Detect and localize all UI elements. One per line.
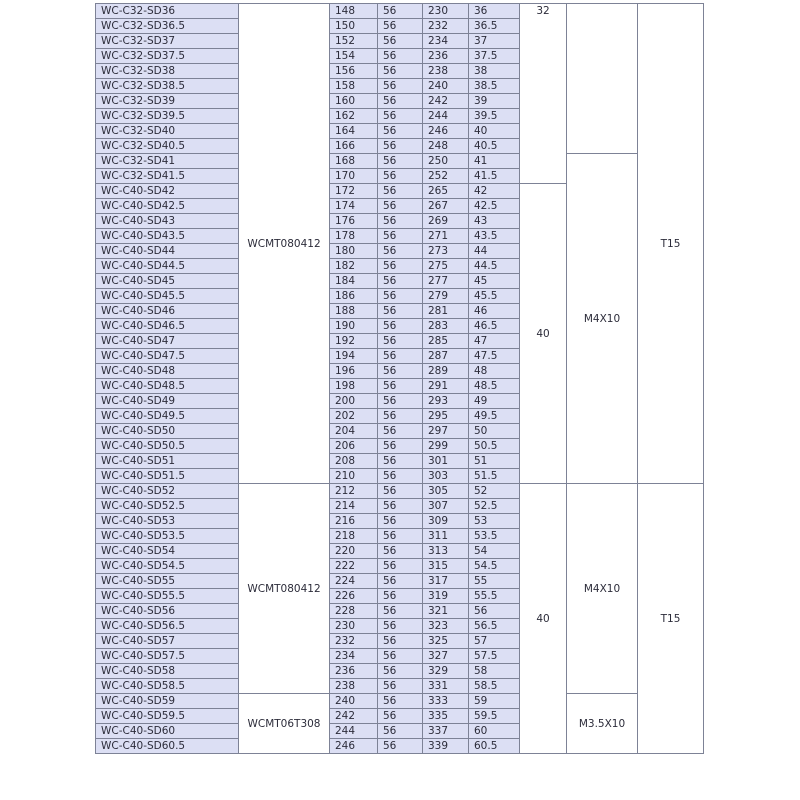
- height-cell: 56: [378, 229, 423, 244]
- total-length-cell: 325: [423, 634, 469, 649]
- length-cell: 186: [330, 289, 378, 304]
- height-cell: 56: [378, 469, 423, 484]
- height-cell: 56: [378, 634, 423, 649]
- diameter-cell: 43.5: [469, 229, 520, 244]
- model-cell: WC-C40-SD42.5: [96, 199, 239, 214]
- diameter-cell: 57: [469, 634, 520, 649]
- total-length-cell: 291: [423, 379, 469, 394]
- key-cell: T15: [638, 484, 704, 754]
- model-cell: WC-C40-SD57: [96, 634, 239, 649]
- diameter-cell: 60.5: [469, 739, 520, 754]
- total-length-cell: 252: [423, 169, 469, 184]
- model-cell: WC-C32-SD40.5: [96, 139, 239, 154]
- total-length-cell: 295: [423, 409, 469, 424]
- table-row: [96, 484, 704, 499]
- height-cell: 56: [378, 724, 423, 739]
- diameter-cell: 52.5: [469, 499, 520, 514]
- length-cell: 222: [330, 559, 378, 574]
- height-cell: 56: [378, 124, 423, 139]
- diameter-cell: 53.5: [469, 529, 520, 544]
- model-cell: WC-C40-SD59: [96, 694, 239, 709]
- height-cell: 56: [378, 559, 423, 574]
- height-cell: 56: [378, 649, 423, 664]
- table-row: [96, 154, 704, 169]
- model-cell: WC-C40-SD60: [96, 724, 239, 739]
- model-cell: WC-C40-SD47: [96, 334, 239, 349]
- length-cell: 204: [330, 424, 378, 439]
- diameter-cell: 42: [469, 184, 520, 199]
- model-cell: WC-C32-SD39.5: [96, 109, 239, 124]
- length-cell: 166: [330, 139, 378, 154]
- length-cell: 168: [330, 154, 378, 169]
- model-cell: WC-C40-SD54.5: [96, 559, 239, 574]
- height-cell: 56: [378, 349, 423, 364]
- model-cell: WC-C32-SD38: [96, 64, 239, 79]
- height-cell: 56: [378, 139, 423, 154]
- length-cell: 212: [330, 484, 378, 499]
- total-length-cell: 311: [423, 529, 469, 544]
- model-cell: WC-C40-SD52.5: [96, 499, 239, 514]
- length-cell: 178: [330, 229, 378, 244]
- total-length-cell: 267: [423, 199, 469, 214]
- diameter-cell: 49.5: [469, 409, 520, 424]
- model-cell: WC-C40-SD56.5: [96, 619, 239, 634]
- model-cell: WC-C40-SD54: [96, 544, 239, 559]
- total-length-cell: 277: [423, 274, 469, 289]
- total-length-cell: 339: [423, 739, 469, 754]
- length-cell: 224: [330, 574, 378, 589]
- diameter-cell: 55.5: [469, 589, 520, 604]
- length-cell: 196: [330, 364, 378, 379]
- model-cell: WC-C40-SD59.5: [96, 709, 239, 724]
- total-length-cell: 317: [423, 574, 469, 589]
- model-cell: WC-C32-SD38.5: [96, 79, 239, 94]
- diameter-cell: 45: [469, 274, 520, 289]
- total-length-cell: 327: [423, 649, 469, 664]
- model-cell: WC-C40-SD48: [96, 364, 239, 379]
- height-cell: 56: [378, 169, 423, 184]
- total-length-cell: 285: [423, 334, 469, 349]
- length-cell: 154: [330, 49, 378, 64]
- diameter-cell: 53: [469, 514, 520, 529]
- screw-cell: [567, 4, 638, 154]
- model-cell: WC-C40-SD60.5: [96, 739, 239, 754]
- length-cell: 152: [330, 34, 378, 49]
- height-cell: 56: [378, 619, 423, 634]
- model-cell: WC-C32-SD41.5: [96, 169, 239, 184]
- length-cell: 170: [330, 169, 378, 184]
- total-length-cell: 305: [423, 484, 469, 499]
- total-length-cell: 303: [423, 469, 469, 484]
- height-cell: 56: [378, 439, 423, 454]
- diameter-cell: 36.5: [469, 19, 520, 34]
- model-cell: WC-C40-SD56: [96, 604, 239, 619]
- diameter-cell: 51.5: [469, 469, 520, 484]
- height-cell: 56: [378, 574, 423, 589]
- model-cell: WC-C40-SD47.5: [96, 349, 239, 364]
- screw-cell: M3.5X10: [567, 694, 638, 754]
- length-cell: 150: [330, 19, 378, 34]
- diameter-cell: 59: [469, 694, 520, 709]
- height-cell: 56: [378, 259, 423, 274]
- height-cell: 56: [378, 34, 423, 49]
- diameter-cell: 49: [469, 394, 520, 409]
- model-cell: WC-C32-SD41: [96, 154, 239, 169]
- height-cell: 56: [378, 334, 423, 349]
- length-cell: 190: [330, 319, 378, 334]
- diameter-cell: 57.5: [469, 649, 520, 664]
- length-cell: 218: [330, 529, 378, 544]
- length-cell: 198: [330, 379, 378, 394]
- height-cell: 56: [378, 424, 423, 439]
- height-cell: 56: [378, 199, 423, 214]
- height-cell: 56: [378, 484, 423, 499]
- height-cell: 56: [378, 739, 423, 754]
- shank-cell: 40: [520, 484, 567, 754]
- diameter-cell: 40: [469, 124, 520, 139]
- total-length-cell: 273: [423, 244, 469, 259]
- diameter-cell: 42.5: [469, 199, 520, 214]
- total-length-cell: 299: [423, 439, 469, 454]
- model-cell: WC-C32-SD37: [96, 34, 239, 49]
- length-cell: 148: [330, 4, 378, 19]
- diameter-cell: 52: [469, 484, 520, 499]
- model-cell: WC-C40-SD43.5: [96, 229, 239, 244]
- height-cell: 56: [378, 19, 423, 34]
- height-cell: 56: [378, 709, 423, 724]
- height-cell: 56: [378, 454, 423, 469]
- total-length-cell: 319: [423, 589, 469, 604]
- total-length-cell: 250: [423, 154, 469, 169]
- height-cell: 56: [378, 109, 423, 124]
- length-cell: 182: [330, 259, 378, 274]
- model-cell: WC-C40-SD52: [96, 484, 239, 499]
- total-length-cell: 246: [423, 124, 469, 139]
- length-cell: 240: [330, 694, 378, 709]
- diameter-cell: 54: [469, 544, 520, 559]
- height-cell: 56: [378, 154, 423, 169]
- diameter-cell: 58.5: [469, 679, 520, 694]
- height-cell: 56: [378, 214, 423, 229]
- height-cell: 56: [378, 514, 423, 529]
- height-cell: 56: [378, 409, 423, 424]
- height-cell: 56: [378, 544, 423, 559]
- total-length-cell: 244: [423, 109, 469, 124]
- model-cell: WC-C40-SD51.5: [96, 469, 239, 484]
- insert-cell: WCMT080412: [239, 4, 330, 484]
- total-length-cell: 238: [423, 64, 469, 79]
- model-cell: WC-C40-SD58: [96, 664, 239, 679]
- diameter-cell: 60: [469, 724, 520, 739]
- diameter-cell: 56: [469, 604, 520, 619]
- length-cell: 200: [330, 394, 378, 409]
- length-cell: 214: [330, 499, 378, 514]
- height-cell: 56: [378, 664, 423, 679]
- screw-cell: M4X10: [567, 484, 638, 694]
- shank-cell: 40: [520, 184, 567, 484]
- length-cell: 230: [330, 619, 378, 634]
- length-cell: 160: [330, 94, 378, 109]
- length-cell: 156: [330, 64, 378, 79]
- total-length-cell: 333: [423, 694, 469, 709]
- model-cell: WC-C32-SD36: [96, 4, 239, 19]
- length-cell: 220: [330, 544, 378, 559]
- height-cell: 56: [378, 679, 423, 694]
- height-cell: 56: [378, 289, 423, 304]
- length-cell: 184: [330, 274, 378, 289]
- height-cell: 56: [378, 64, 423, 79]
- model-cell: WC-C40-SD53.5: [96, 529, 239, 544]
- total-length-cell: 331: [423, 679, 469, 694]
- diameter-cell: 37: [469, 34, 520, 49]
- diameter-cell: 40.5: [469, 139, 520, 154]
- total-length-cell: 232: [423, 19, 469, 34]
- diameter-cell: 51: [469, 454, 520, 469]
- diameter-cell: 50.5: [469, 439, 520, 454]
- total-length-cell: 240: [423, 79, 469, 94]
- length-cell: 194: [330, 349, 378, 364]
- diameter-cell: 38: [469, 64, 520, 79]
- total-length-cell: 307: [423, 499, 469, 514]
- total-length-cell: 323: [423, 619, 469, 634]
- length-cell: 174: [330, 199, 378, 214]
- model-cell: WC-C40-SD51: [96, 454, 239, 469]
- model-cell: WC-C32-SD39: [96, 94, 239, 109]
- length-cell: 236: [330, 664, 378, 679]
- model-cell: WC-C40-SD57.5: [96, 649, 239, 664]
- height-cell: 56: [378, 379, 423, 394]
- diameter-cell: 47.5: [469, 349, 520, 364]
- length-cell: 228: [330, 604, 378, 619]
- spec-table: [95, 3, 704, 754]
- model-cell: WC-C40-SD58.5: [96, 679, 239, 694]
- diameter-cell: 48.5: [469, 379, 520, 394]
- length-cell: 234: [330, 649, 378, 664]
- length-cell: 210: [330, 469, 378, 484]
- diameter-cell: 55: [469, 574, 520, 589]
- table-row: [96, 694, 704, 709]
- diameter-cell: 41: [469, 154, 520, 169]
- diameter-cell: 44: [469, 244, 520, 259]
- total-length-cell: 275: [423, 259, 469, 274]
- model-cell: WC-C32-SD37.5: [96, 49, 239, 64]
- total-length-cell: 329: [423, 664, 469, 679]
- model-cell: WC-C40-SD49.5: [96, 409, 239, 424]
- height-cell: 56: [378, 694, 423, 709]
- model-cell: WC-C40-SD43: [96, 214, 239, 229]
- height-cell: 56: [378, 319, 423, 334]
- total-length-cell: 315: [423, 559, 469, 574]
- length-cell: 206: [330, 439, 378, 454]
- height-cell: 56: [378, 304, 423, 319]
- total-length-cell: 289: [423, 364, 469, 379]
- height-cell: 56: [378, 184, 423, 199]
- total-length-cell: 293: [423, 394, 469, 409]
- screw-cell: M4X10: [567, 154, 638, 484]
- height-cell: 56: [378, 499, 423, 514]
- height-cell: 56: [378, 364, 423, 379]
- total-length-cell: 242: [423, 94, 469, 109]
- total-length-cell: 335: [423, 709, 469, 724]
- total-length-cell: 236: [423, 49, 469, 64]
- insert-cell: WCMT06T308: [239, 694, 330, 754]
- total-length-cell: 287: [423, 349, 469, 364]
- total-length-cell: 321: [423, 604, 469, 619]
- total-length-cell: 337: [423, 724, 469, 739]
- total-length-cell: 265: [423, 184, 469, 199]
- model-cell: WC-C40-SD45.5: [96, 289, 239, 304]
- length-cell: 244: [330, 724, 378, 739]
- diameter-cell: 43: [469, 214, 520, 229]
- diameter-cell: 47: [469, 334, 520, 349]
- model-cell: WC-C40-SD45: [96, 274, 239, 289]
- model-cell: WC-C32-SD36.5: [96, 19, 239, 34]
- total-length-cell: 230: [423, 4, 469, 19]
- diameter-cell: 46: [469, 304, 520, 319]
- diameter-cell: 58: [469, 664, 520, 679]
- diameter-cell: 44.5: [469, 259, 520, 274]
- insert-cell: WCMT080412: [239, 484, 330, 694]
- total-length-cell: 271: [423, 229, 469, 244]
- shank-cell: 32: [520, 4, 567, 184]
- diameter-cell: 38.5: [469, 79, 520, 94]
- diameter-cell: 56.5: [469, 619, 520, 634]
- length-cell: 188: [330, 304, 378, 319]
- height-cell: 56: [378, 244, 423, 259]
- model-cell: WC-C40-SD50.5: [96, 439, 239, 454]
- height-cell: 56: [378, 394, 423, 409]
- model-cell: WC-C40-SD46: [96, 304, 239, 319]
- model-cell: WC-C40-SD46.5: [96, 319, 239, 334]
- model-cell: WC-C40-SD44: [96, 244, 239, 259]
- diameter-cell: 59.5: [469, 709, 520, 724]
- height-cell: 56: [378, 274, 423, 289]
- height-cell: 56: [378, 529, 423, 544]
- diameter-cell: 46.5: [469, 319, 520, 334]
- length-cell: 216: [330, 514, 378, 529]
- diameter-cell: 48: [469, 364, 520, 379]
- model-cell: WC-C40-SD53: [96, 514, 239, 529]
- height-cell: 56: [378, 4, 423, 19]
- diameter-cell: 41.5: [469, 169, 520, 184]
- total-length-cell: 283: [423, 319, 469, 334]
- total-length-cell: 248: [423, 139, 469, 154]
- height-cell: 56: [378, 589, 423, 604]
- model-cell: WC-C40-SD49: [96, 394, 239, 409]
- total-length-cell: 279: [423, 289, 469, 304]
- length-cell: 208: [330, 454, 378, 469]
- length-cell: 202: [330, 409, 378, 424]
- diameter-cell: 54.5: [469, 559, 520, 574]
- length-cell: 192: [330, 334, 378, 349]
- height-cell: 56: [378, 604, 423, 619]
- height-cell: 56: [378, 79, 423, 94]
- model-cell: WC-C40-SD42: [96, 184, 239, 199]
- length-cell: 226: [330, 589, 378, 604]
- key-cell: T15: [638, 4, 704, 484]
- diameter-cell: 36: [469, 4, 520, 19]
- model-cell: WC-C40-SD55: [96, 574, 239, 589]
- total-length-cell: 301: [423, 454, 469, 469]
- length-cell: 172: [330, 184, 378, 199]
- model-cell: WC-C40-SD50: [96, 424, 239, 439]
- total-length-cell: 309: [423, 514, 469, 529]
- model-cell: WC-C40-SD44.5: [96, 259, 239, 274]
- height-cell: 56: [378, 94, 423, 109]
- length-cell: 180: [330, 244, 378, 259]
- length-cell: 164: [330, 124, 378, 139]
- length-cell: 162: [330, 109, 378, 124]
- total-length-cell: 297: [423, 424, 469, 439]
- diameter-cell: 45.5: [469, 289, 520, 304]
- diameter-cell: 37.5: [469, 49, 520, 64]
- length-cell: 238: [330, 679, 378, 694]
- total-length-cell: 234: [423, 34, 469, 49]
- diameter-cell: 39: [469, 94, 520, 109]
- model-cell: WC-C40-SD48.5: [96, 379, 239, 394]
- total-length-cell: 313: [423, 544, 469, 559]
- model-cell: WC-C32-SD40: [96, 124, 239, 139]
- model-cell: WC-C40-SD55.5: [96, 589, 239, 604]
- length-cell: 158: [330, 79, 378, 94]
- height-cell: 56: [378, 49, 423, 64]
- diameter-cell: 39.5: [469, 109, 520, 124]
- length-cell: 176: [330, 214, 378, 229]
- diameter-cell: 50: [469, 424, 520, 439]
- length-cell: 246: [330, 739, 378, 754]
- table-row: [96, 4, 704, 19]
- total-length-cell: 269: [423, 214, 469, 229]
- total-length-cell: 281: [423, 304, 469, 319]
- length-cell: 242: [330, 709, 378, 724]
- length-cell: 232: [330, 634, 378, 649]
